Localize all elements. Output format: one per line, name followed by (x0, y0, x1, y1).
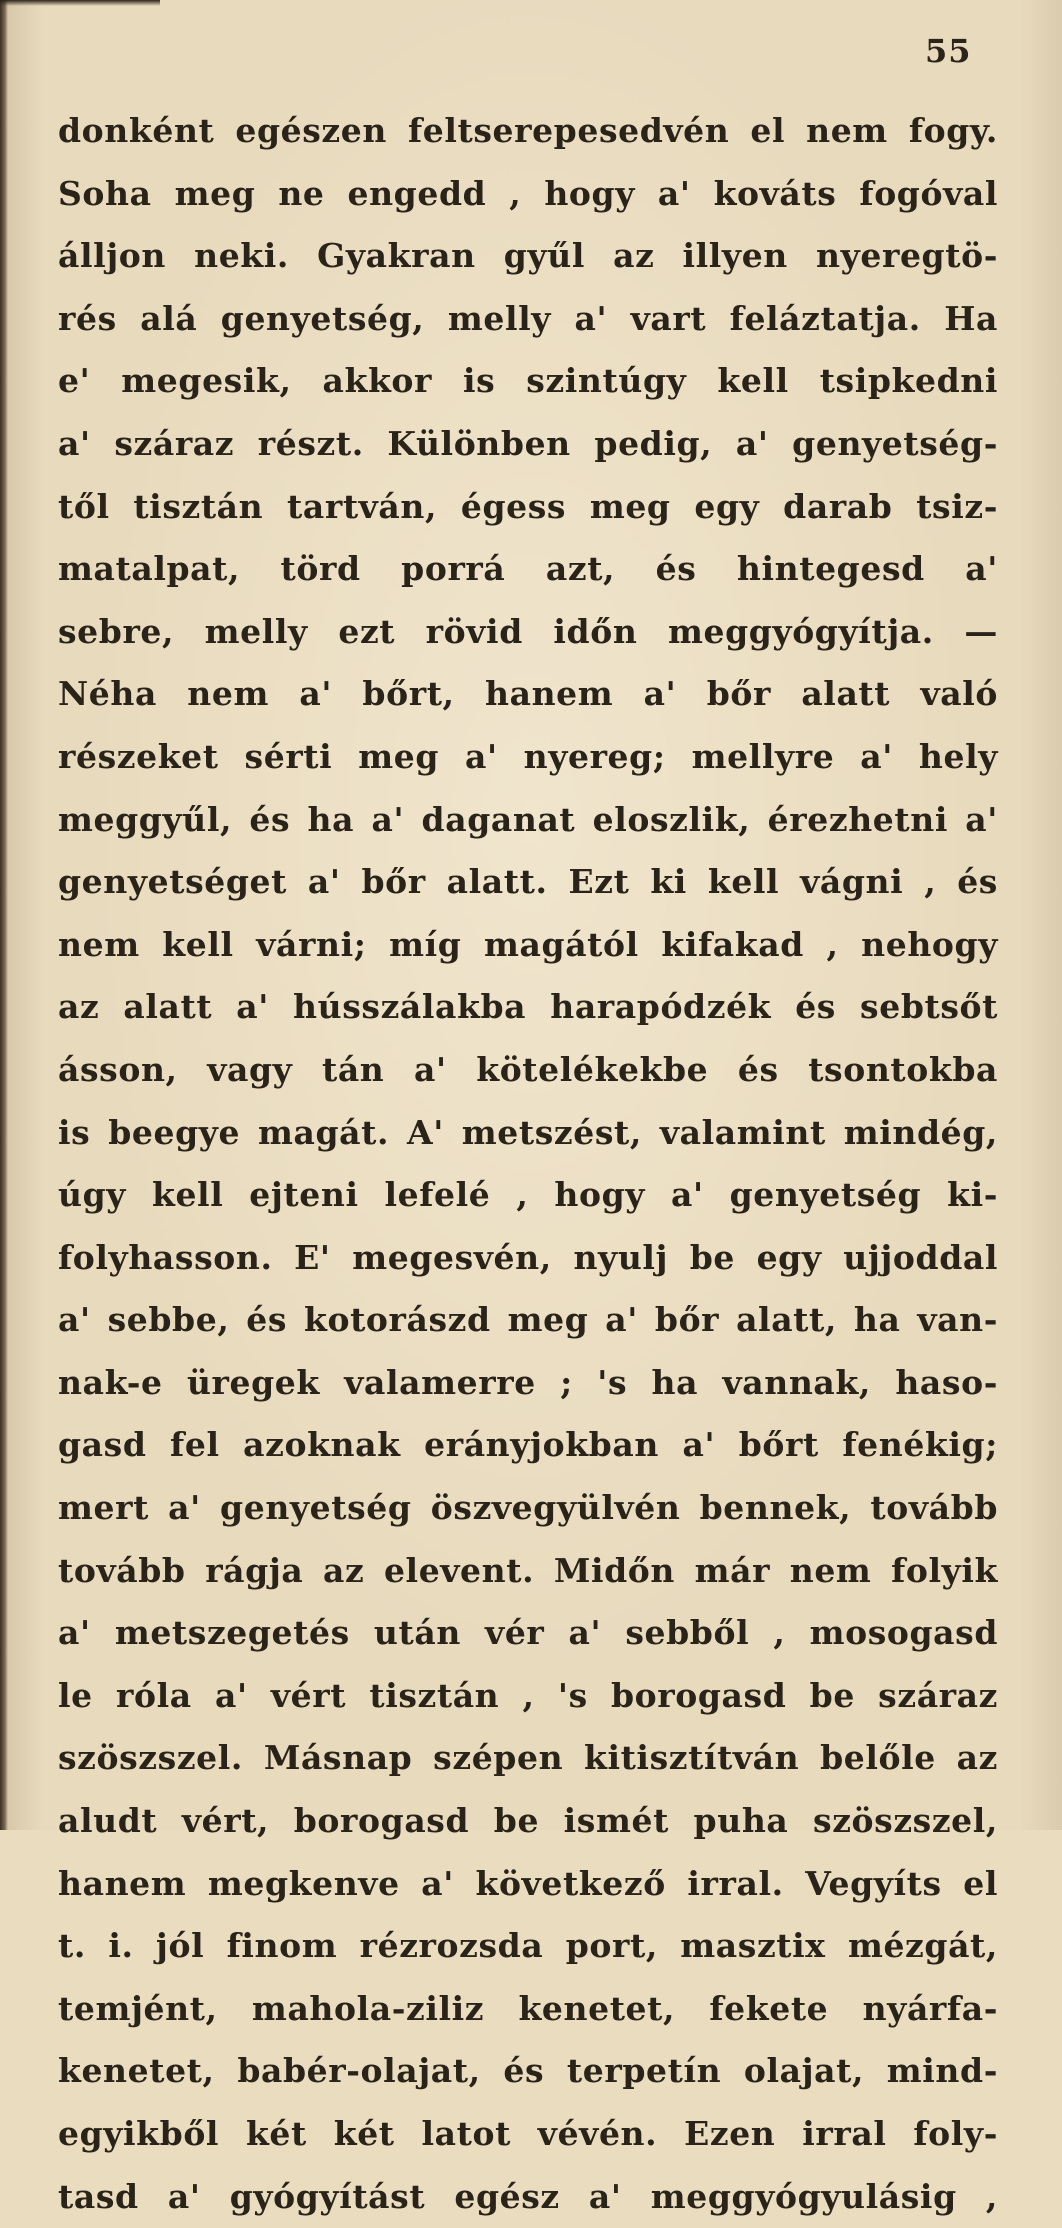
text-line: mert a' genyetség öszvegyülvén bennek, tovább (58, 1488, 998, 1528)
text-line: a' sebbe, és kotorászd meg a' bőr alatt, ha van- (58, 1300, 998, 1340)
text-line: a' száraz részt. Különben pedig, a' genyetség- (58, 423, 998, 463)
text-line: is beegye magát. A' metszést, valamint mindég, (58, 1112, 998, 1152)
text-line: nak-e üregek valamerre ; 's ha vannak, haso- (58, 1362, 998, 1402)
text-line: kenetet, babér-olajat, és terpetín olajat, mind- (58, 2051, 998, 2091)
text-line: úgy kell ejteni lefelé , hogy a' genyetség ki- (58, 1175, 998, 1215)
text-line: sebre, melly ezt rövid idő́n meggyógyítja. — (58, 611, 998, 651)
text-line: folyhasson. E' megesvén, nyulj be egy ujjoddal (58, 1237, 998, 1277)
text-line: tasd a' gyógyítást egész a' meggyógyulásig , (58, 2176, 998, 2216)
text-line: meggyűl, és ha a' daganat eloszlik, érezhetni a' (58, 799, 998, 839)
text-line: le róla a' vért tisztán , 's borogasd be száraz (58, 1675, 998, 1715)
text-line: egyikből két két latot vévén. Ezen irral foly- (58, 2114, 998, 2153)
text-line: álljon neki. Gyakran gyűl az illyen nyeregtö- (58, 236, 998, 276)
text-line: e' megesik, akkor is szintúgy kell tsipkedni (58, 361, 998, 401)
text-line: Néha nem a' bőrt, hanem a' bőr alatt való (58, 674, 998, 714)
text-line: rés alá genyetség, melly a' vart feláztatja. Ha (58, 298, 998, 338)
text-line: aludt vért, borogasd be ismét puha szöszszel, (58, 1801, 998, 1841)
text-line: szöszszel. Másnap szépen kitisztítván belőle az (58, 1738, 998, 1778)
text-line: ásson, vagy tán a' kötelékekbe és tsontokba (58, 1049, 998, 1089)
text-line: az alatt a' hússzálakba harapódzék és sebtsőt (58, 987, 998, 1027)
text-line: donként egészen feltserepesedvén el nem fogy. (58, 111, 998, 150)
text-line: matalpat, törd porrá azt, és hintegesd a' (58, 549, 998, 589)
page-number: 55 (925, 32, 972, 70)
text-line: temjént, mahola-ziliz kenetet, fekete nyárfa- (58, 1988, 998, 2028)
text-line: nem kell várni; míg magától kifakad , nehogy (58, 924, 998, 964)
text-line: hanem megkenve a' következő irral. Vegyíts el (58, 1863, 998, 1903)
text-line: a' metszegetés után vér a' sebből , mosogasd (58, 1613, 998, 1653)
text-line: genyetséget a' bőr alatt. Ezt ki kell vágni , és (58, 862, 998, 902)
text-line: t. i. jól finom rézrozsda port, masztix mézgát, (58, 1926, 998, 1966)
page-left-edge (0, 0, 8, 1830)
text-line: től tisztán tartván, égess meg egy darab tsiz- (58, 486, 998, 526)
text-line: tovább rágja az elevent. Midőn már nem folyik (58, 1550, 998, 1590)
text-line: gasd fel azoknak erányjokban a' bőrt fenékig; (58, 1425, 998, 1465)
page-top-edge (0, 0, 160, 6)
text-line: részeket sérti meg a' nyereg; mellyre a' hely (58, 736, 998, 776)
body-text (58, 100, 998, 2228)
text-line: Soha meg ne engedd , hogy a' kováts fogóval (58, 173, 998, 213)
